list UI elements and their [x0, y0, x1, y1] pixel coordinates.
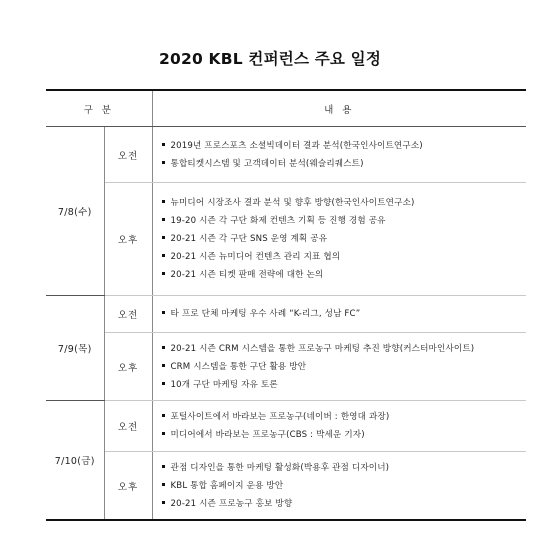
item-text: 2019년 프로스포츠 소셜빅데이터 결과 분석(한국인사이트연구소)	[170, 140, 423, 151]
bullet-icon	[162, 236, 165, 239]
bullet-icon	[162, 200, 165, 203]
content-cell	[152, 296, 526, 333]
bullet-icon	[162, 346, 165, 349]
item-text: 19-20 시즌 각 구단 화제 컨텐츠 기획 등 진행 경험 공유	[170, 216, 386, 226]
list-item	[162, 340, 527, 358]
bullet-icon	[162, 382, 165, 385]
session-cell: 오전	[104, 401, 152, 452]
table-row	[46, 183, 526, 296]
list-item	[162, 155, 527, 173]
content-cell	[152, 401, 526, 452]
table-row	[46, 127, 526, 183]
bullet-icon	[162, 465, 165, 468]
item-list	[162, 137, 527, 173]
list-item	[162, 230, 527, 248]
date-cell: 7/8(수)	[46, 127, 104, 296]
bullet-icon	[162, 218, 165, 221]
session-cell: 오후	[104, 452, 152, 521]
bullet-icon	[162, 414, 165, 417]
table-row	[46, 296, 526, 333]
bullet-icon	[162, 501, 165, 504]
item-text: 포털사이트에서 바라보는 프로농구(네이버 : 한영대 과장)	[170, 412, 390, 422]
item-list	[162, 305, 527, 323]
bullet-icon	[162, 143, 165, 146]
list-item	[162, 459, 527, 477]
list-item	[162, 194, 527, 212]
date-cell: 7/10(금)	[46, 401, 104, 521]
header-category: 구 분	[46, 90, 152, 127]
bullet-icon	[162, 161, 165, 164]
list-item	[162, 266, 527, 284]
list-item	[162, 376, 527, 394]
item-text: 통합티켓시스템 및 고객데이터 분석(웨슬리퀘스트)	[170, 158, 364, 169]
bullet-icon	[162, 432, 165, 435]
session-cell: 오전	[104, 127, 152, 183]
item-list	[162, 340, 527, 394]
list-item	[162, 477, 527, 495]
bullet-icon	[162, 483, 165, 486]
item-text: 20-21 시즌 각 구단 SNS 운영 계획 공유	[170, 234, 328, 244]
session-cell: 오후	[104, 183, 152, 296]
table-header-row	[46, 90, 526, 127]
content-cell	[152, 333, 526, 401]
bullet-icon	[162, 272, 165, 275]
content-cell	[152, 183, 526, 296]
item-list	[162, 459, 527, 513]
list-item	[162, 305, 527, 323]
list-item	[162, 137, 527, 155]
item-text: 관점 디자인을 통한 마케팅 활성화(박용후 관점 디자이너)	[170, 462, 390, 473]
header-content: 내 용	[152, 90, 526, 127]
session-cell: 오전	[104, 296, 152, 333]
list-item	[162, 426, 527, 444]
item-list	[162, 408, 527, 444]
date-cell: 7/9(목)	[46, 296, 104, 401]
page-title: 2020 KBL 컨퍼런스 주요 일정	[158, 50, 381, 68]
item-text: 뉴미디어 시장조사 결과 분석 및 향후 방향(한국인사이트연구소)	[170, 198, 415, 208]
item-list	[162, 194, 527, 284]
table-row	[46, 452, 526, 521]
bullet-icon	[162, 254, 165, 257]
content-cell	[152, 452, 526, 521]
list-item	[162, 248, 527, 266]
list-item	[162, 358, 527, 376]
item-text: CRM 시스템을 통한 구단 활용 방안	[170, 361, 307, 372]
item-text: 미디어에서 바라보는 프로농구(CBS : 박세운 기자)	[170, 430, 365, 440]
item-text: 20-21 시즌 티켓 판매 전략에 대한 논의	[170, 270, 324, 280]
content-cell	[152, 127, 526, 183]
item-text: 타 프로 단체 마케팅 우수 사례 “K-리그, 성남 FC”	[170, 309, 361, 319]
schedule-table	[46, 89, 526, 521]
bullet-icon	[162, 364, 165, 367]
table-row	[46, 401, 526, 452]
bullet-icon	[162, 311, 165, 314]
item-text: 20-21 시즌 프로농구 홍보 방향	[170, 498, 293, 509]
list-item	[162, 495, 527, 513]
table-row	[46, 333, 526, 401]
item-text: 10개 구단 마케팅 자유 토론	[170, 379, 278, 390]
list-item	[162, 408, 527, 426]
list-item	[162, 212, 527, 230]
item-text: 20-21 시즌 CRM 시스템을 통한 프로농구 마케팅 추진 방향(커스터마인사이트)	[170, 343, 475, 354]
session-cell: 오후	[104, 333, 152, 401]
item-text: 20-21 시즌 뉴미디어 컨텐츠 관리 지표 협의	[170, 252, 341, 262]
item-text: KBL 통합 홈페이지 운용 방안	[170, 480, 284, 491]
